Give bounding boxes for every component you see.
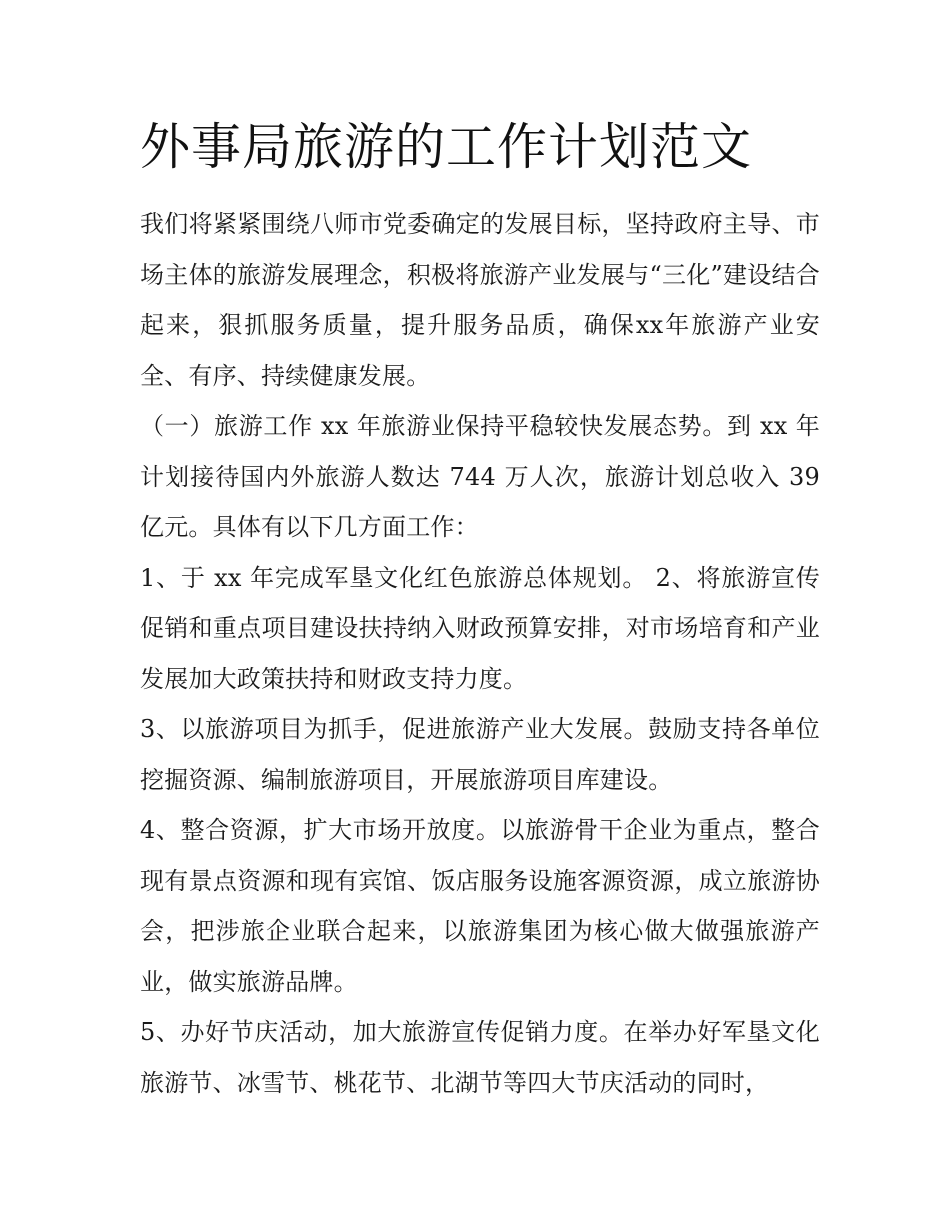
document-body [140,199,820,1108]
paragraph-section-one: （一）旅游工作 xx 年旅游业保持平稳较快发展态势。到 xx 年计划接待国内外旅游人数达 744 万人次，旅游计划总收入 39 亿元。具体有以下几方面工作： [140,412,820,541]
paragraph-item-5: 5、办好节庆活动，加大旅游宣传促销力度。在举办好军垦文化旅游节、冰雪节、桃花节、北湖节等四大节庆活动的同时， [140,1018,820,1097]
paragraph-intro: 我们将紧紧围绕八师市党委确定的发展目标，坚持政府主导、市场主体的旅游发展理念，积极将旅游产业发展与“三化”建设结合起来，狠抓服务质量，提升服务品质，确保xx年旅游产业安全、有序、持续健康发展。 [140,210,820,390]
paragraph-item-3: 3、以旅游项目为抓手，促进旅游产业大发展。鼓励支持各单位挖掘资源、编制旅游项目，开展旅游项目库建设。 [140,715,820,794]
document-title: 外事局旅游的工作计划范文 [140,118,752,176]
paragraph-item-4: 4、整合资源，扩大市场开放度。以旅游骨干企业为重点，整合现有景点资源和现有宾馆、饭店服务设施客源资源，成立旅游协会，把涉旅企业联合起来，以旅游集团为核心做大做强旅游产业，做实旅游品牌。 [140,816,820,996]
paragraph-item-1-2: 1、于 xx 年完成军垦文化红色旅游总体规划。 2、将旅游宣传促销和重点项目建设扶持纳入财政预算安排，对市场培育和产业发展加大政策扶持和财政支持力度。 [140,563,820,693]
